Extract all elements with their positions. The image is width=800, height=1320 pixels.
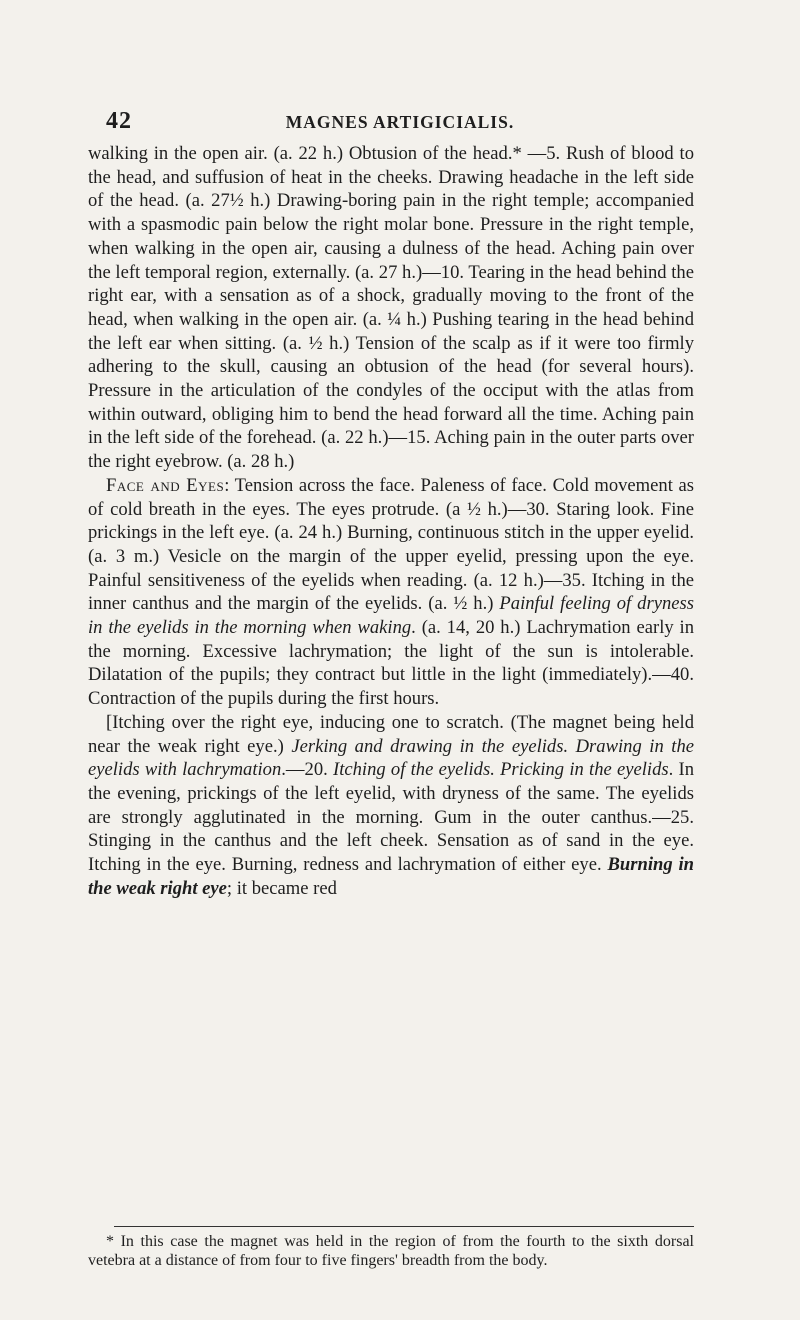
footnote-divider	[114, 1226, 694, 1227]
italic-symptom: Jerking and drawing in the eyelids. Drawing in the eyelids with lachrymation	[88, 735, 694, 781]
paragraph-text: : Tension across the face. Paleness of face. Cold movement as of cold breath in the eyes. The eyes protrude. (a ½ h.)—30. Staring look. Fine prickings in the left eye. (a. 24 h.) Burning, continuous stitch in the upper eyelid. (a. 3 m.) Vesicle on the margin of the upper eyelid, pressing upon the eye. Painful sensitiveness of the eyelids when reading. (a. 12 h.)—35. Itching in the inner canthus and the margin of the eyelids. (a. ½ h.)	[88, 474, 694, 615]
page-number: 42	[106, 108, 132, 134]
footnote	[88, 1232, 694, 1270]
paragraph-text: [Itching over the right eye, inducing one to scratch. (The magnet being held near the weak right eye.)	[88, 711, 694, 757]
paragraph-text: ; it became red	[226, 877, 337, 899]
section-heading-face-and-eyes: Face and Eyes	[106, 474, 225, 496]
page-header	[0, 108, 800, 138]
body-text	[88, 142, 694, 901]
paragraph-text: . In the evening, prickings of the left eyelid, with dryness of the same. The eyelids are strongly agglutinated in the morning. Gum in the outer canthus.—25. Stinging in the canthus and the left cheek. Sensation as of sand in the eye. Itching in the eye. Burning, redness and lachrymation of either eye.	[88, 759, 694, 876]
italic-symptom: Painful feeling of dryness in the eyelids in the morning when waking	[88, 593, 694, 639]
paragraph-text: . (a. 14, 20 h.) Lachrymation early in the morning. Excessive lachrymation; the light of the sun is intolerable. Dilatation of the pupils; they contract but little in the light (immediately).—40. Contraction of the pupils during the first hours.	[88, 617, 695, 710]
paragraph-bracketed-symptoms	[88, 711, 694, 901]
italic-symptom: Itching of the eyelids. Pricking in the eyelids	[333, 759, 669, 781]
running-title: MAGNES ARTIGICIALIS.	[285, 112, 515, 132]
paragraph-text: .—20.	[281, 759, 334, 781]
footnote-text: * In this case the magnet was held in the region of from the fourth to the sixth dorsal vetebra at a distance of from four to five fingers' breadth from the body.	[88, 1233, 694, 1269]
italic-symptom: Burning in the weak right eye	[88, 854, 695, 899]
paragraph-head-symptoms: walking in the open air. (a. 22 h.) Obtusion of the head.* —5. Rush of blood to the head, and suffusion of heat in the cheeks. Drawing headache in the left side of the head. (a. 27½ h.) Drawing-boring pain in the right temple; accompanied with a spasmodic pain below the right molar bone. Pressure in the right temple, when walking in the open air, causing a dulness of the head. Aching pain over the left temporal region, externally. (a. 27 h.)—10. Tearing in the head behind the right ear, with a sensation as of a shock, gradually moving to the front of the head, when walking in the open air. (a. ¼ h.) Pushing tearing in the head behind the left ear when sitting. (a. ½ h.) Tension of the scalp as if it were too firmly adhering to the skull, causing an obtusion of the head (for several hours). Pressure in the articulation of the condyles of the occiput with the atlas from within outward, obliging him to bend the head forward all the time. Aching pain in the left side of the forehead. (a. 22 h.)—15. Aching pain in the outer parts over the right eyebrow. (a. 28 h.)	[88, 143, 694, 473]
paragraph-face-and-eyes	[88, 474, 694, 711]
